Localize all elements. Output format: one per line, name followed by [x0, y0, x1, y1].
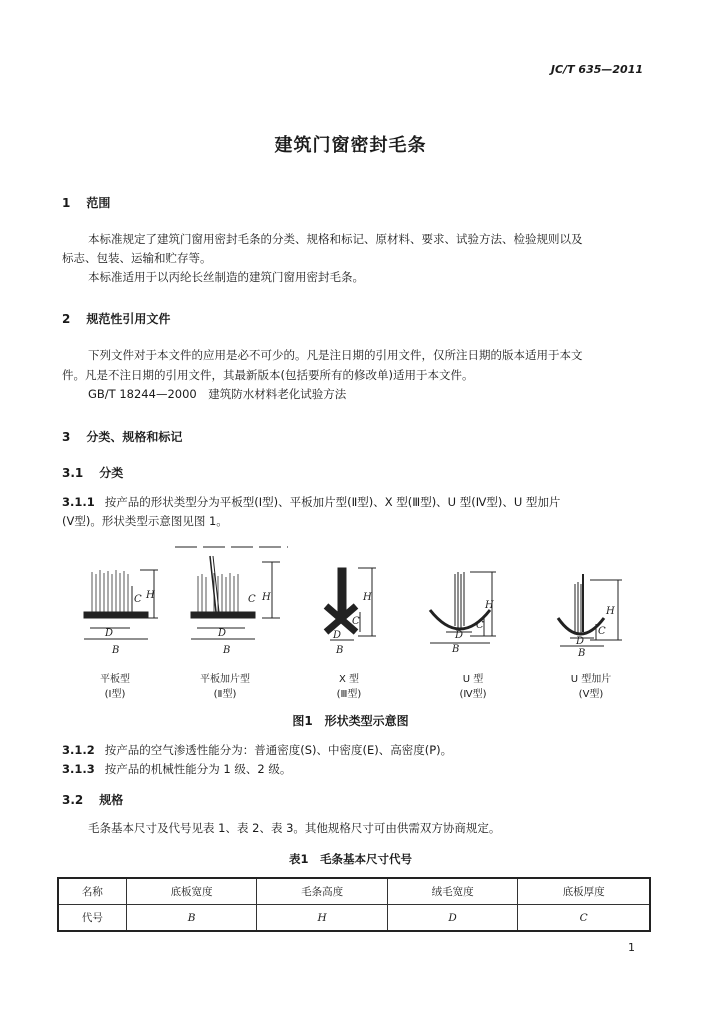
svg-text:B: B: [112, 645, 120, 656]
section-title: 规范性引用文件: [86, 312, 171, 326]
document-title: 建筑门窗密封毛条: [274, 135, 427, 156]
section-3-1-heading: [62, 464, 123, 481]
section-title: 分类: [99, 466, 124, 480]
type-name: U 型加片: [570, 674, 612, 685]
type-4-u-drawing: [430, 572, 496, 655]
svg-text:B: B: [578, 648, 586, 659]
svg-text:B: B: [452, 644, 460, 655]
figure-type-1-caption: [70, 672, 160, 702]
clause-3-1-2: [62, 741, 452, 760]
page-number: 1: [628, 941, 635, 954]
table-cell: 代号: [58, 905, 126, 932]
type-5-u-fin-drawing: [558, 574, 622, 659]
table-1-caption: 表1 毛条基本尺寸代号: [288, 852, 412, 866]
section-number: 3.2: [62, 793, 84, 807]
normative-reference: GB/T 18244—2000 建筑防水材料老化试验方法: [88, 387, 347, 401]
svg-text:C: C: [134, 594, 142, 605]
table-header-row: [58, 878, 650, 905]
type-code: (Ⅱ型): [213, 689, 237, 700]
section-3-heading: [62, 428, 182, 445]
clause-number: 3.1.2: [62, 743, 95, 757]
section-1-paragraph-1b: 标志、包装、运输和贮存等。: [62, 251, 212, 265]
type-name: 平板加片型: [200, 674, 250, 685]
clause-3-1-1-line-1: [62, 493, 560, 512]
section-1-heading: [62, 194, 110, 211]
table-1: [57, 877, 651, 932]
section-number: 2: [62, 312, 71, 326]
section-1-paragraph-2: 本标准适用于以丙纶长丝制造的建筑门窗用密封毛条。: [88, 270, 364, 284]
type-2-flat-fin-drawing: [191, 556, 280, 656]
clause-number: 3.1.3: [62, 762, 95, 776]
table-header-cell: 绒毛宽度: [387, 878, 518, 905]
clause-3-1-1-line-2: (Ⅴ型)。形状类型示意图见图 1。: [62, 514, 228, 528]
section-number: 3.1: [62, 466, 84, 480]
type-name: U 型: [462, 674, 484, 685]
svg-text:D: D: [105, 628, 114, 639]
table-header-cell: 底板宽度: [126, 878, 257, 905]
figure-type-4-caption: [428, 672, 518, 702]
table-cell: B: [126, 905, 257, 932]
figure-type-2-caption: [180, 672, 270, 702]
clause-text: 按产品的机械性能分为 1 级、2 级。: [104, 762, 292, 776]
table-header-cell: 名称: [58, 878, 126, 905]
svg-text:H: H: [146, 590, 155, 601]
section-title: 规格: [99, 793, 124, 807]
svg-text:H: H: [485, 600, 494, 611]
svg-text:D: D: [333, 630, 342, 641]
svg-text:B: B: [223, 645, 231, 656]
svg-text:C: C: [352, 616, 360, 627]
standard-number: JC/T 635—2011: [550, 63, 643, 76]
section-3-2-heading: [62, 791, 123, 808]
table-row: [58, 905, 650, 932]
clause-text: 按产品的空气渗透性能分为：普通密度(S)、中密度(E)、高密度(P)。: [104, 743, 453, 757]
svg-text:D: D: [455, 630, 464, 641]
clause-text: 按产品的形状类型分为平板型(Ⅰ型)、平板加片型(Ⅱ型)、X 型(Ⅲ型)、U 型(Ⅳ型)、U 型加片: [104, 495, 561, 509]
type-name: X 型: [338, 674, 360, 685]
section-2-paragraph-1b: 件。凡是不注日期的引用文件，其最新版本(包括要所有的修改单)适用于本文件。: [62, 368, 474, 382]
type-code: (Ⅰ型): [104, 689, 126, 700]
type-code: (Ⅳ型): [459, 689, 487, 700]
type-name: 平板型: [100, 674, 130, 685]
figure-caption: 图1 形状类型示意图: [292, 714, 409, 728]
section-2-paragraph-1a: 下列文件对于本文件的应用是必不可少的。凡是注日期的引用文件，仅所注日期的版本适用于本文: [88, 348, 583, 362]
svg-text:D: D: [576, 636, 585, 647]
clause-number: 3.1.1: [62, 495, 95, 509]
svg-text:H: H: [606, 606, 615, 617]
figure-type-5-caption: [546, 672, 636, 702]
svg-text:H: H: [363, 592, 372, 603]
type-1-flat-drawing: [84, 570, 158, 656]
table-header-cell: 毛条高度: [257, 878, 388, 905]
table-cell: H: [257, 905, 388, 932]
section-3-2-paragraph: 毛条基本尺寸及代号见表 1、表 2、表 3。其他规格尺寸可由供需双方协商规定。: [88, 821, 501, 835]
table-cell: C: [518, 905, 650, 932]
section-number: 1: [62, 196, 71, 210]
svg-text:D: D: [218, 628, 227, 639]
table-header-cell: 底板厚度: [518, 878, 650, 905]
svg-text:C: C: [248, 594, 256, 605]
svg-text:C: C: [598, 626, 606, 637]
section-2-heading: [62, 310, 170, 327]
figure-type-3-caption: [304, 672, 394, 702]
type-code: (Ⅴ型): [578, 689, 604, 700]
type-code: (Ⅲ型): [336, 689, 362, 700]
type-3-x-drawing: [326, 568, 376, 656]
section-title: 范围: [86, 196, 111, 210]
section-title: 分类、规格和标记: [86, 430, 183, 444]
clause-3-1-3: [62, 760, 291, 779]
svg-text:C: C: [476, 620, 484, 631]
section-number: 3: [62, 430, 71, 444]
table-cell: D: [387, 905, 518, 932]
svg-text:H: H: [262, 592, 271, 603]
section-1-paragraph-1a: 本标准规定了建筑门窗用密封毛条的分类、规格和标记、原材料、要求、试验方法、检验规则以及: [88, 232, 583, 246]
svg-text:B: B: [336, 645, 344, 656]
